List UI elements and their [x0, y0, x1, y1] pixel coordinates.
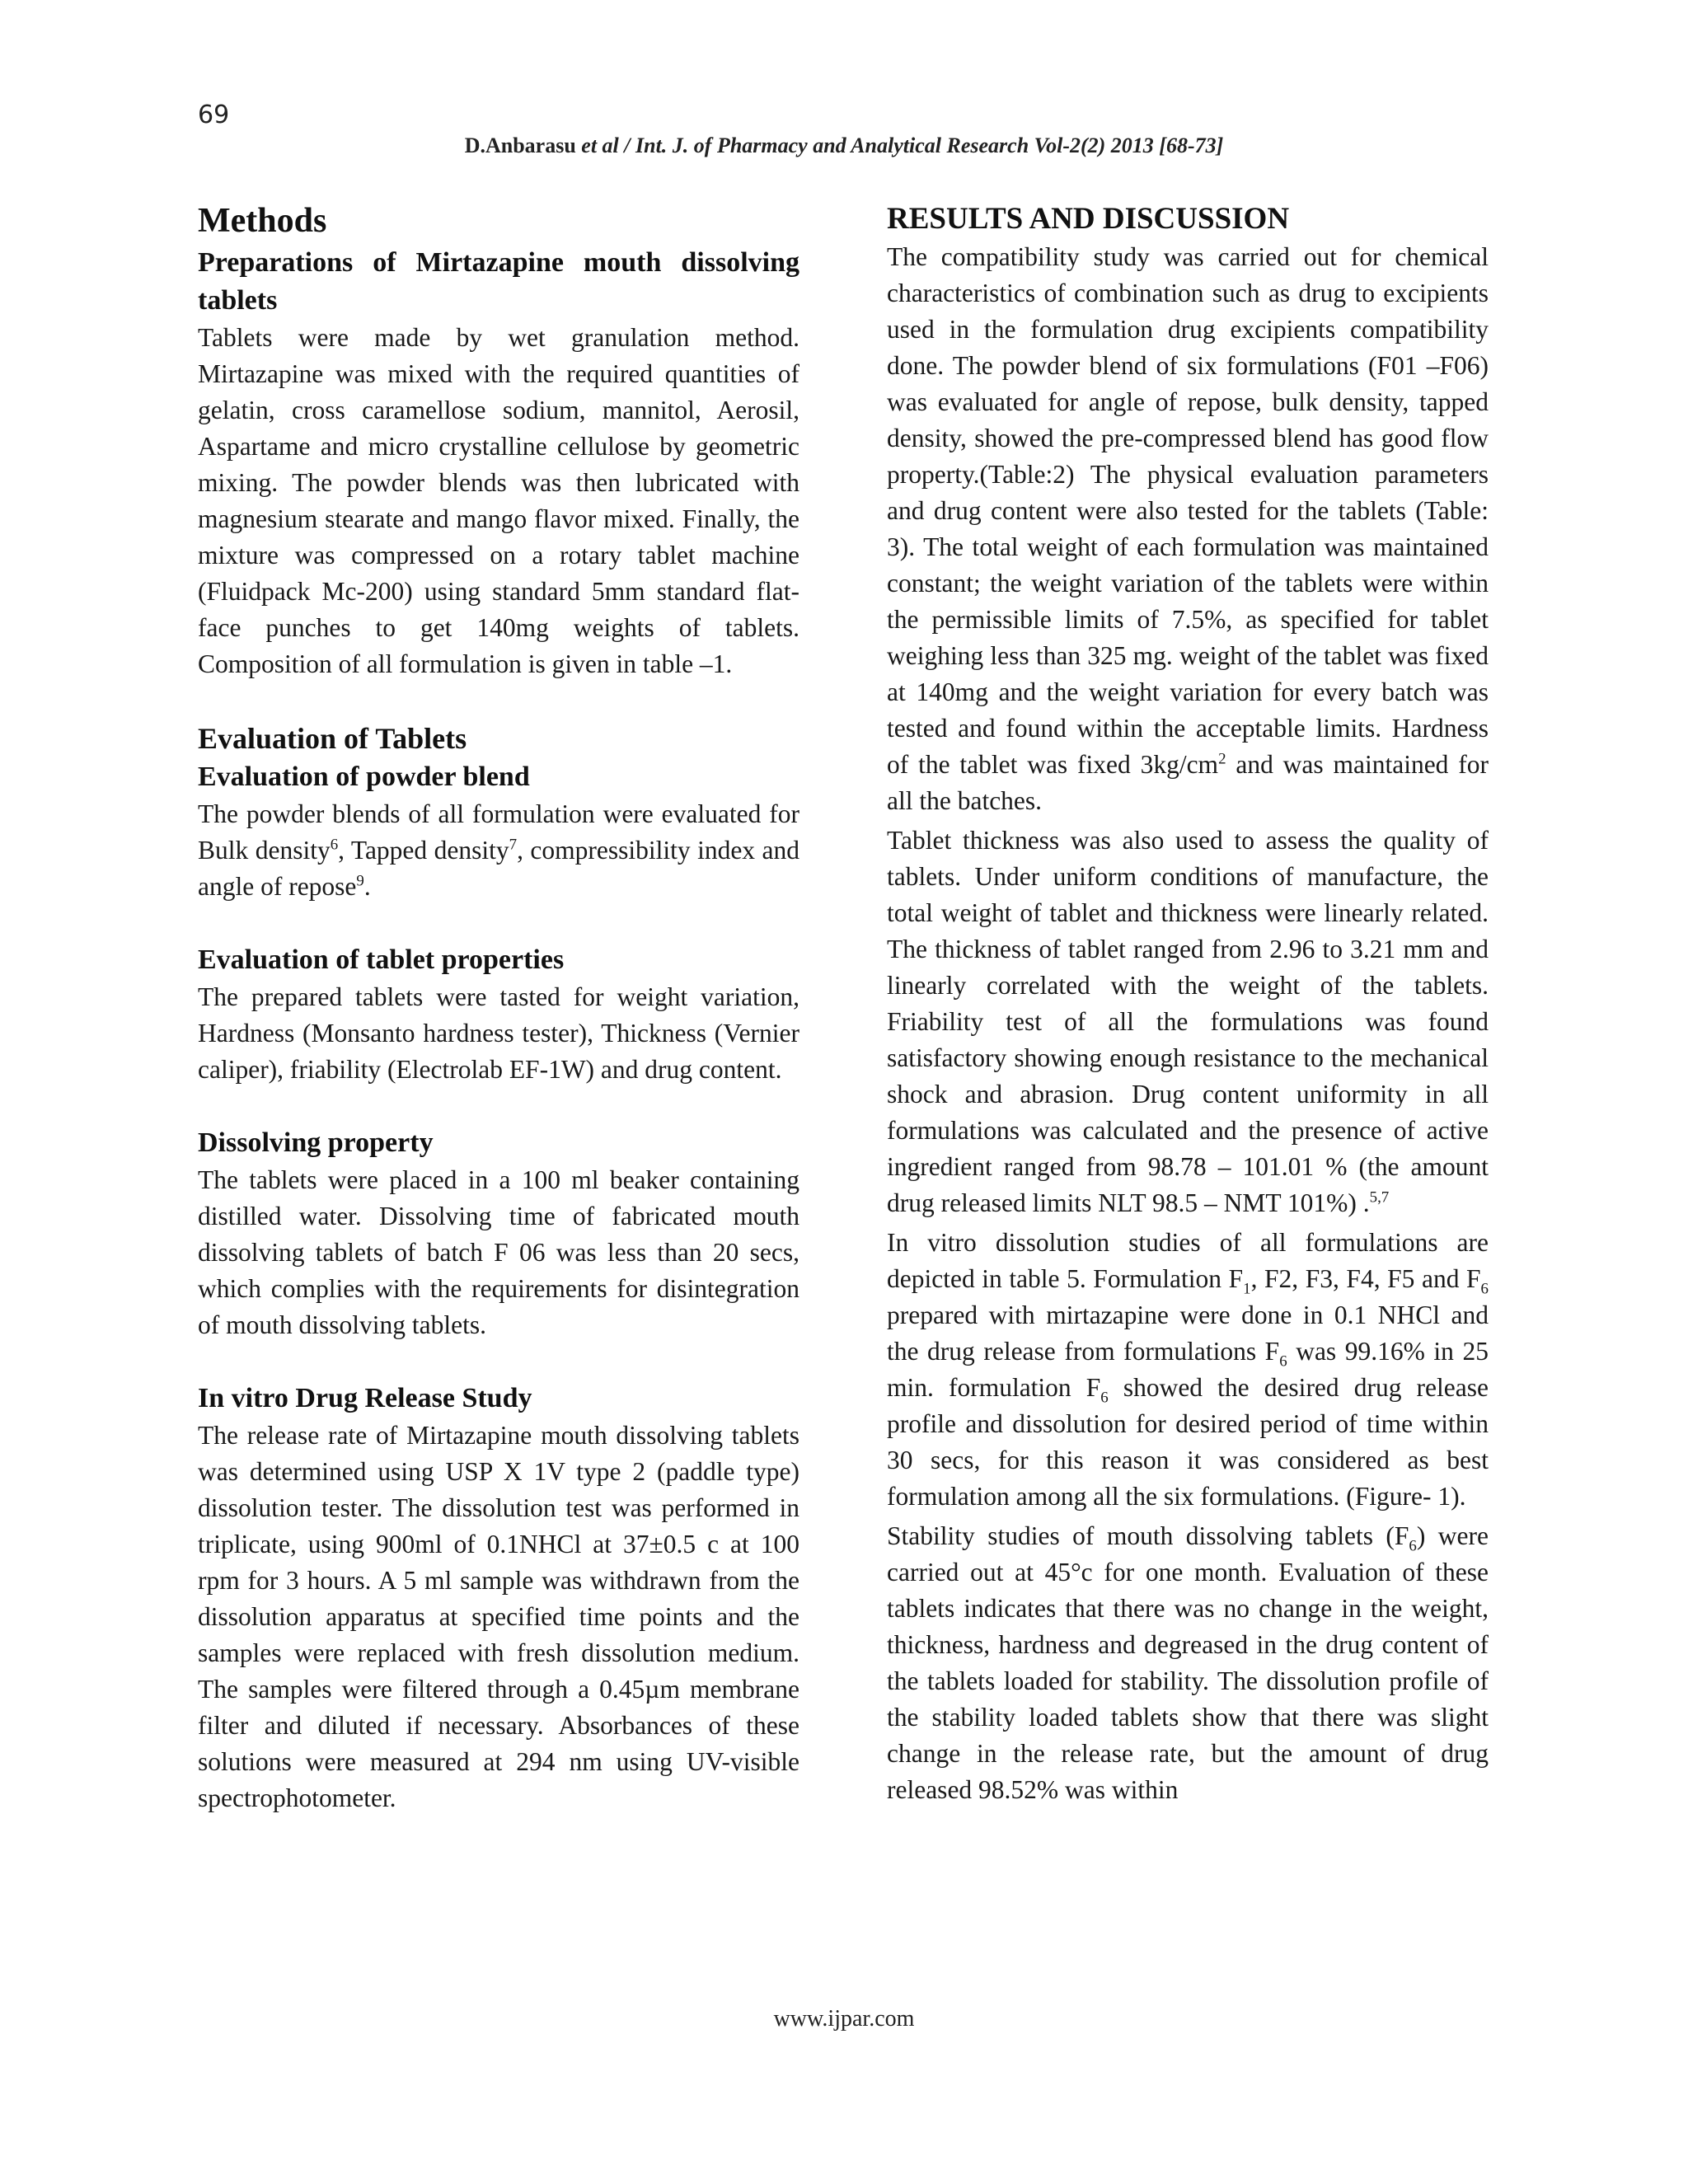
tablet-properties-paragraph: The prepared tablets were tasted for weight variation, Hardness (Monsanto hardness tester), Thickness (Vernier caliper), friability (Electrolab EF-1W) and drug content. [198, 982, 799, 1084]
results-paragraph-3 [887, 1225, 1489, 1515]
results-p3-e: showed the desired drug release profile and dissolution for desired period of time within 30 secs, for this reason it was considered as best formulation among all the six formulations. (Figure- 1). [887, 1373, 1489, 1511]
citation-bulk-density: 6 [330, 836, 339, 854]
powder-text-1: The powder blends of all formulation were evaluated for Bulk density [198, 799, 799, 865]
preparation-paragraph: Tablets were made by wet granulation method. Mirtazapine was mixed with the required quantities of gelatin, cross caramellose sodium, mannitol, Aerosil, Aspartame and micro crystalline cellulose by geometric mixing. The powder blends was then lubricated with magnesium stearate and mango flavor mixed. Finally, the mixture was compressed on a rotary tablet machine (Fluidpack Mc-200) using standard 5mm standard flat-face punches to get 140mg weights of tablets. Composition of all formulation is given in table –1. [198, 323, 799, 678]
powder-text-3: , compressibility index and angle of repose [198, 836, 799, 901]
results-p1-text: The compatibility study was carried out for chemical characteristics of combination such as drug to excipients used in the formulation drug excipients compatibility done. The powder blend of six formulations (F01 –F06) was evaluated for angle of repose, bulk density, tapped density, showed the pre-compressed blend has good flow property.(Table:2) The physical evaluation parameters and drug content were also tested for the tablets (Table: 3). The total weight of each formulation was maintained constant; the weight variation of the tablets were within the permissible limits of 7.5%, as specified for tablet weighing less than 325 mg. weight of the tablet was fixed at 140mg and the weight variation for every batch was tested and found within the acceptable limits. Hardness of the tablet was fixed 3kg/cm [887, 242, 1489, 779]
results-heading: RESULTS AND DISCUSSION [887, 202, 1290, 236]
results-p3-d: was 99.16% in 25 min. formulation F [887, 1337, 1489, 1402]
preparation-heading: Preparations of Mirtazapine mouth dissolving tablets [198, 247, 799, 316]
powder-blend-paragraph [198, 796, 799, 905]
drug-release-heading: In vitro Drug Release Study [198, 1383, 532, 1413]
subscript-f6-b: 6 [1279, 1352, 1287, 1371]
tablet-properties-heading: Evaluation of tablet properties [198, 944, 565, 975]
dissolving-property-paragraph: The tablets were placed in a 100 ml beaker containing distilled water. Dissolving time of fabricated mouth dissolving tablets of batch F 06 was less than 20 secs, which complies with the requirements for disintegration of mouth dissolving tablets. [198, 1165, 799, 1339]
subscript-f6-c: 6 [1100, 1389, 1109, 1407]
results-paragraph-1 [887, 239, 1489, 819]
methods-heading: Methods [198, 202, 327, 240]
header-author: D.Anbarasu [464, 134, 576, 157]
citation-tapped-density: 7 [509, 836, 518, 854]
right-column [887, 199, 1489, 1808]
results-p3-b: , F2, F3, F4, F5 and F [1250, 1264, 1481, 1293]
footer-url: www.ijpar.com [773, 2006, 915, 2032]
results-p4-a: Stability studies of mouth dissolving tablets (F [887, 1521, 1409, 1550]
citation-angle-of-repose: 9 [356, 872, 364, 890]
results-paragraph-2 [887, 823, 1489, 1221]
powder-text-2: , Tapped density [338, 836, 509, 865]
results-p1-end: and was maintained for all the batches. [887, 750, 1489, 815]
subscript-f1: 1 [1243, 1280, 1251, 1298]
drug-release-paragraph: The release rate of Mirtazapine mouth dissolving tablets was determined using USP X 1V type 2 (paddle type) dissolution tester. The dissolution test was performed in triplicate, using 900ml of 0.1NHCl at 37±0.5 c at 100 rpm for 3 hours. A 5 ml sample was withdrawn from the dissolution apparatus at specified time points and the samples were replaced with fresh dissolution medium. The samples were filtered through a 0.45µm membrane filter and diluted if necessary. Absorbances of these solutions were measured at 294 nm using UV-visible spectrophotometer. [198, 1421, 799, 1812]
subscript-f6-a: 6 [1480, 1280, 1489, 1298]
evaluation-heading: Evaluation of Tablets [198, 722, 467, 755]
results-p3-c: prepared with mirtazapine were done in 0.1 NHCl and the drug release from formulations F [887, 1301, 1489, 1366]
header-journal: Int. J. of Pharmacy and Analytical Research Vol-2(2) 2013 [68-73] [635, 134, 1224, 157]
page-number: 69 [198, 101, 230, 129]
powder-text-4: . [363, 872, 371, 901]
dissolving-property-heading: Dissolving property [198, 1127, 434, 1158]
powder-blend-heading: Evaluation of powder blend [198, 762, 530, 792]
results-paragraph-4 [887, 1518, 1489, 1808]
running-header [0, 134, 1688, 158]
left-column [198, 198, 799, 1816]
subscript-f6-d: 6 [1409, 1537, 1417, 1555]
results-p4-b: ) were carried out at 45°c for one month. Evaluation of these tablets indicates that there was no change in the weight, thickness, hardness and degreased in the drug content of the tablets loaded for stability. The dissolution profile of the stability loaded tablets show that there was slight change in the release rate, but the amount of drug released 98.52% was within [887, 1521, 1489, 1804]
results-p3-a: In vitro dissolution studies of all formulations are depicted in table 5. Formulation F [887, 1228, 1489, 1293]
results-p2-text: Tablet thickness was also used to assess the quality of tablets. Under uniform conditions of manufacture, the total weight of tablet and thickness were linearly related. The thickness of tablet ranged from 2.96 to 3.21 mm and linearly correlated with the weight of the tablets. Friability test of all the formulations was found satisfactory showing enough resistance to the mechanical shock and abrasion. Drug content uniformity in all formulations was calculated and the presence of active ingredient ranged from 98.78 – 101.01 % (the amount drug released limits NLT 98.5 – NMT 101%) . [887, 826, 1489, 1217]
superscript-2: 2 [1218, 750, 1226, 768]
header-etal: et al / [575, 134, 635, 157]
citation-5-7: 5,7 [1369, 1188, 1390, 1207]
